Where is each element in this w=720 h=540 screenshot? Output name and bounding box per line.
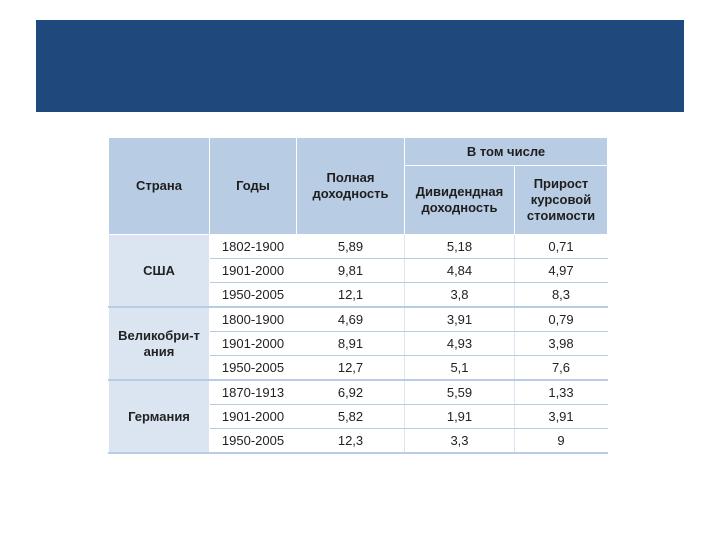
total-yield-cell: 12,7 <box>297 356 405 381</box>
total-yield-cell: 12,1 <box>297 283 405 308</box>
header-capital-growth <box>515 166 608 235</box>
yield-table-container <box>108 137 607 454</box>
capital-growth-cell: 3,98 <box>515 332 608 356</box>
years-cell: 1800-1900 <box>210 307 297 332</box>
dividend-yield-cell: 3,91 <box>405 307 515 332</box>
capital-growth-cell: 7,6 <box>515 356 608 381</box>
dividend-yield-cell: 4,84 <box>405 259 515 283</box>
header-group: В том числе <box>405 138 608 166</box>
dividend-yield-cell: 5,18 <box>405 235 515 259</box>
dividend-yield-cell: 3,8 <box>405 283 515 308</box>
capital-growth-cell: 0,71 <box>515 235 608 259</box>
years-cell: 1901-2000 <box>210 332 297 356</box>
country-label: Великобри-тания <box>118 327 200 359</box>
capital-growth-cell: 8,3 <box>515 283 608 308</box>
header-total-yield-label: Полная доходность <box>312 170 389 201</box>
capital-growth-cell: 0,79 <box>515 307 608 332</box>
dividend-yield-cell: 4,93 <box>405 332 515 356</box>
header-country: Страна <box>109 138 210 235</box>
capital-growth-cell: 3,91 <box>515 405 608 429</box>
table-row <box>109 380 608 405</box>
years-cell: 1901-2000 <box>210 259 297 283</box>
country-cell: США <box>109 235 210 308</box>
capital-growth-cell: 1,33 <box>515 380 608 405</box>
years-cell: 1802-1900 <box>210 235 297 259</box>
dividend-yield-cell: 5,59 <box>405 380 515 405</box>
dividend-yield-cell: 5,1 <box>405 356 515 381</box>
total-yield-cell: 9,81 <box>297 259 405 283</box>
header-dividend-yield <box>405 166 515 235</box>
country-cell: Германия <box>109 380 210 453</box>
dividend-yield-cell: 3,3 <box>405 429 515 454</box>
yield-table <box>108 137 608 454</box>
years-cell: 1950-2005 <box>210 429 297 454</box>
country-cell <box>109 307 210 380</box>
years-cell: 1950-2005 <box>210 356 297 381</box>
years-cell: 1950-2005 <box>210 283 297 308</box>
total-yield-cell: 12,3 <box>297 429 405 454</box>
years-cell: 1870-1913 <box>210 380 297 405</box>
table-row <box>109 235 608 259</box>
total-yield-cell: 5,82 <box>297 405 405 429</box>
total-yield-cell: 6,92 <box>297 380 405 405</box>
dividend-yield-cell: 1,91 <box>405 405 515 429</box>
title-banner <box>36 20 684 112</box>
total-yield-cell: 5,89 <box>297 235 405 259</box>
capital-growth-cell: 9 <box>515 429 608 454</box>
header-total-yield <box>297 138 405 235</box>
years-cell: 1901-2000 <box>210 405 297 429</box>
total-yield-cell: 8,91 <box>297 332 405 356</box>
total-yield-cell: 4,69 <box>297 307 405 332</box>
capital-growth-cell: 4,97 <box>515 259 608 283</box>
table-row <box>109 307 608 332</box>
header-years: Годы <box>210 138 297 235</box>
header-dividend-yield-label: Дивидендная доходность <box>415 184 504 215</box>
header-capital-growth-label: Прирост курсовой стоимости <box>526 176 596 223</box>
